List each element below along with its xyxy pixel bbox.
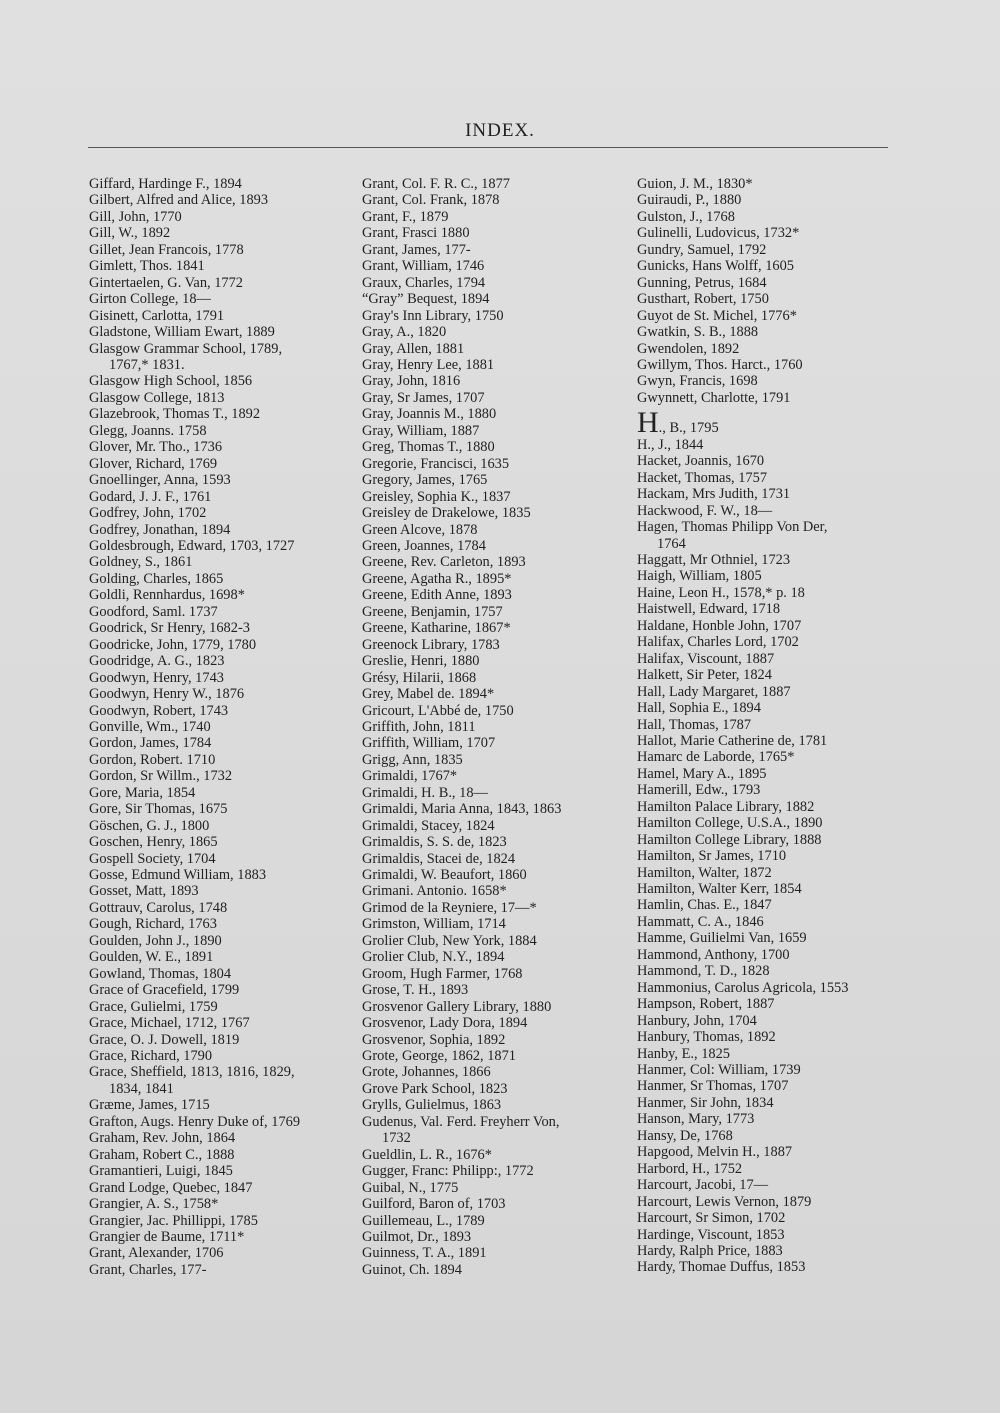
index-entry: Grimston, William, 1714 bbox=[362, 916, 506, 933]
index-entry: Hanbury, John, 1704 bbox=[637, 1012, 757, 1029]
index-entry: Gonville, Wm., 1740 bbox=[89, 718, 211, 735]
index-entry: Grimaldi, Maria Anna, 1843, 1863 bbox=[362, 801, 562, 818]
index-entry: Græme, James, 1715 bbox=[89, 1097, 210, 1114]
index-column-1 bbox=[89, 176, 364, 1278]
index-entry: Graux, Charles, 1794 bbox=[362, 274, 486, 291]
index-entry: Grimaldis, S. S. de, 1823 bbox=[362, 834, 507, 851]
index-entry: Grigg, Ann, 1835 bbox=[362, 751, 463, 768]
index-column-3 bbox=[637, 176, 917, 1276]
index-entry: Grimaldi, W. Beaufort, 1860 bbox=[362, 867, 527, 884]
index-entry: Grose, T. H., 1893 bbox=[362, 982, 469, 999]
index-entry-continuation: 1732 bbox=[382, 1130, 411, 1147]
index-entry: Gottrauv, Carolus, 1748 bbox=[89, 899, 228, 916]
index-entry: Grant, F., 1879 bbox=[362, 208, 449, 225]
index-entry: Glover, Mr. Tho., 1736 bbox=[89, 439, 223, 456]
index-entry: Gugger, Franc: Philipp:, 1772 bbox=[362, 1163, 534, 1180]
index-entry: Hammonius, Carolus Agricola, 1553 bbox=[637, 979, 849, 996]
index-entry: Gray, Joannis M., 1880 bbox=[362, 406, 497, 423]
index-entry: Glover, Richard, 1769 bbox=[89, 455, 218, 472]
index-entry: H., J., 1844 bbox=[637, 436, 704, 453]
index-entry: Hamilton, Walter, 1872 bbox=[637, 864, 772, 881]
index-entry: Grey, Mabel de. 1894* bbox=[362, 686, 495, 703]
index-entry: Goodrick, Sr Henry, 1682-3 bbox=[89, 620, 250, 637]
index-entry: Greene, Benjamin, 1757 bbox=[362, 603, 503, 620]
index-entry: Greene, Edith Anne, 1893 bbox=[362, 587, 512, 604]
index-entry: Goulden, John J., 1890 bbox=[89, 932, 222, 949]
index-entry: Grace, Sheffield, 1813, 1816, 1829, bbox=[89, 1064, 295, 1081]
index-entry: Gricourt, L'Abbé de, 1750 bbox=[362, 702, 514, 719]
index-entry: Gray, John, 1816 bbox=[362, 373, 461, 390]
index-entry: Girton College, 18— bbox=[89, 291, 211, 308]
index-entry: Grangier, A. S., 1758* bbox=[89, 1196, 219, 1213]
index-entry: Hanmer, Col: William, 1739 bbox=[637, 1062, 801, 1079]
index-entry: Gray, Sr James, 1707 bbox=[362, 389, 485, 406]
index-entry: Grove Park School, 1823 bbox=[362, 1080, 508, 1097]
index-entry: Harbord, H., 1752 bbox=[637, 1160, 743, 1177]
index-entry: Hamme, Guilielmi Van, 1659 bbox=[637, 930, 807, 947]
index-entry: Haine, Leon H., 1578,* p. 18 bbox=[637, 584, 805, 601]
index-entry: Greg, Thomas T., 1880 bbox=[362, 439, 495, 456]
index-entry: Grimani. Antonio. 1658* bbox=[362, 883, 507, 900]
index-entry: Goodridge, A. G., 1823 bbox=[89, 653, 225, 670]
index-entry: Golding, Charles, 1865 bbox=[89, 570, 224, 587]
index-entry: Goodford, Saml. 1737 bbox=[89, 603, 218, 620]
index-entry: Hanbury, Thomas, 1892 bbox=[637, 1029, 776, 1046]
index-entry: Glasgow Grammar School, 1789, bbox=[89, 340, 283, 357]
index-entry: Gray, A., 1820 bbox=[362, 324, 447, 341]
index-entry: Goldli, Rennhardus, 1698* bbox=[89, 587, 245, 604]
index-entry: Griffith, William, 1707 bbox=[362, 735, 496, 752]
index-entry: Grant, Frasci 1880 bbox=[362, 225, 470, 242]
index-entry: Guyot de St. Michel, 1776* bbox=[637, 307, 797, 324]
page-title: INDEX. bbox=[465, 120, 535, 141]
index-entry: Hardinge, Viscount, 1853 bbox=[637, 1226, 785, 1243]
index-entry: Glasgow College, 1813 bbox=[89, 389, 225, 406]
index-entry: Goodwyn, Robert, 1743 bbox=[89, 702, 229, 719]
index-entry: Greslie, Henri, 1880 bbox=[362, 653, 480, 670]
index-entry: Grace, Michael, 1712, 1767 bbox=[89, 1015, 250, 1032]
index-entry: Hardy, Thomae Duffus, 1853 bbox=[637, 1259, 806, 1276]
index-entry: Guion, J. M., 1830* bbox=[637, 176, 753, 192]
index-entry: Gowland, Thomas, 1804 bbox=[89, 965, 232, 982]
index-entry: Goodwyn, Henry W., 1876 bbox=[89, 686, 245, 703]
index-entry: Hanmer, Sr Thomas, 1707 bbox=[637, 1078, 789, 1095]
index-entry: Hamel, Mary A., 1895 bbox=[637, 765, 767, 782]
index-entry: Hamerill, Edw., 1793 bbox=[637, 782, 761, 799]
index-entry: Gray, Henry Lee, 1881 bbox=[362, 356, 495, 373]
index-entry: Gwillym, Thos. Harct., 1760 bbox=[637, 356, 803, 373]
index-entry: Green Alcove, 1878 bbox=[362, 521, 478, 538]
index-entry: Hammond, Anthony, 1700 bbox=[637, 946, 790, 963]
index-entry: Hagen, Thomas Philipp Von Der, bbox=[637, 519, 828, 536]
index-entry: Godfrey, Jonathan, 1894 bbox=[89, 521, 231, 538]
index-entry: Grolier Club, N.Y., 1894 bbox=[362, 949, 505, 966]
index-entry: Hamilton, Sr James, 1710 bbox=[637, 848, 787, 865]
index-entry: Haggatt, Mr Othniel, 1723 bbox=[637, 551, 791, 568]
index-entry: Grimaldi, H. B., 18— bbox=[362, 784, 488, 801]
index-entry: Hanby, E., 1825 bbox=[637, 1045, 730, 1062]
index-entry: Glasgow High School, 1856 bbox=[89, 373, 253, 390]
index-entry: Grimaldis, Stacei de, 1824 bbox=[362, 850, 516, 867]
index-entry: Hacket, Joannis, 1670 bbox=[637, 453, 765, 470]
index-entry: H., B., 1795 bbox=[637, 406, 719, 440]
index-entry: Grace, Richard, 1790 bbox=[89, 1048, 213, 1065]
index-entry: Guiraudi, P., 1880 bbox=[637, 192, 742, 209]
index-entry-continuation: 1767,* 1831. bbox=[109, 356, 185, 373]
index-entry: Goodricke, John, 1779, 1780 bbox=[89, 636, 257, 653]
index-entry: Hanson, Mary, 1773 bbox=[637, 1111, 755, 1128]
index-entry: Grace, Gulielmi, 1759 bbox=[89, 998, 218, 1015]
index-entry: Glazebrook, Thomas T., 1892 bbox=[89, 406, 261, 423]
index-entry: Grosvenor, Sophia, 1892 bbox=[362, 1031, 506, 1048]
index-entry: Goldesbrough, Edward, 1703, 1727 bbox=[89, 537, 295, 554]
index-entry: “Gray” Bequest, 1894 bbox=[362, 291, 490, 308]
index-entry: Gwyn, Francis, 1698 bbox=[637, 373, 758, 390]
index-entry: Gladstone, William Ewart, 1889 bbox=[89, 324, 275, 341]
index-entry: Gosset, Matt, 1893 bbox=[89, 883, 199, 900]
index-entry: Greene, Agatha R., 1895* bbox=[362, 570, 512, 587]
index-entry: Harcourt, Lewis Vernon, 1879 bbox=[637, 1193, 812, 1210]
index-entry: Greene, Katharine, 1867* bbox=[362, 620, 511, 637]
index-entry: Haigh, William, 1805 bbox=[637, 568, 762, 585]
index-entry-continuation: 1834, 1841 bbox=[109, 1080, 174, 1097]
index-entry: Gudenus, Val. Ferd. Freyherr Von, bbox=[362, 1113, 560, 1130]
index-entry: Greene, Rev. Carleton, 1893 bbox=[362, 554, 526, 571]
header-rule bbox=[88, 147, 888, 148]
index-entry: Hall, Sophia E., 1894 bbox=[637, 700, 761, 717]
index-entry: Hanmer, Sir John, 1834 bbox=[637, 1094, 774, 1111]
index-entry: Gusthart, Robert, 1750 bbox=[637, 291, 769, 308]
index-entry: Glegg, Joanns. 1758 bbox=[89, 422, 207, 439]
index-entry: Gundry, Samuel, 1792 bbox=[637, 241, 767, 258]
index-entry: Godard, J. J. F., 1761 bbox=[89, 488, 212, 505]
index-column-2 bbox=[362, 176, 637, 1278]
index-entry: Grylls, Gulielmus, 1863 bbox=[362, 1097, 502, 1114]
index-entry: Gore, Sir Thomas, 1675 bbox=[89, 801, 228, 818]
index-entry: Guilmot, Dr., 1893 bbox=[362, 1229, 472, 1245]
index-entry: Hammond, T. D., 1828 bbox=[637, 963, 770, 980]
index-entry: Haistwell, Edward, 1718 bbox=[637, 601, 781, 618]
index-entry: Grant, Alexander, 1706 bbox=[89, 1245, 224, 1262]
section-letter-h: H bbox=[637, 406, 659, 440]
index-entry: Halifax, Viscount, 1887 bbox=[637, 650, 775, 667]
index-entry: Grote, Johannes, 1866 bbox=[362, 1064, 491, 1081]
index-entry: Hardy, Ralph Price, 1883 bbox=[637, 1243, 783, 1259]
index-entry: Hamilton Palace Library, 1882 bbox=[637, 798, 815, 815]
index-entry: Gimlett, Thos. 1841 bbox=[89, 258, 205, 275]
index-entry: Grangier de Baume, 1711* bbox=[89, 1229, 245, 1245]
index-entry: Harcourt, Sr Simon, 1702 bbox=[637, 1210, 786, 1227]
index-entry: Hamarc de Laborde, 1765* bbox=[637, 749, 795, 766]
index-entry: Gough, Richard, 1763 bbox=[89, 916, 217, 933]
index-entry: Halkett, Sir Peter, 1824 bbox=[637, 667, 772, 684]
index-entry: Godfrey, John, 1702 bbox=[89, 505, 207, 522]
index-entry: Grimaldi, Stacey, 1824 bbox=[362, 817, 495, 834]
index-entry: Greisley de Drakelowe, 1835 bbox=[362, 505, 531, 522]
index-entry: Gill, W., 1892 bbox=[89, 225, 171, 242]
index-entry: Gray, Allen, 1881 bbox=[362, 340, 465, 357]
index-entry: Hackwood, F. W., 18— bbox=[637, 502, 773, 519]
index-entry: Haldane, Honble John, 1707 bbox=[637, 617, 802, 634]
index-entry: Gramantieri, Luigi, 1845 bbox=[89, 1163, 233, 1180]
index-entry: Hansy, De, 1768 bbox=[637, 1127, 733, 1144]
index-entry: Gordon, James, 1784 bbox=[89, 735, 212, 752]
index-entry: Grace, O. J. Dowell, 1819 bbox=[89, 1031, 240, 1048]
index-entry: Gill, John, 1770 bbox=[89, 208, 182, 225]
index-entry: Göschen, G. J., 1800 bbox=[89, 817, 210, 834]
index-entry: Griffith, John, 1811 bbox=[362, 718, 476, 735]
index-entry: Guinot, Ch. 1894 bbox=[362, 1261, 462, 1278]
index-entry: Gulston, J., 1768 bbox=[637, 208, 735, 225]
index-entry: Grosvenor Gallery Library, 1880 bbox=[362, 998, 552, 1015]
index-entry: Grant, Col. Frank, 1878 bbox=[362, 192, 500, 209]
index-entry-continuation: 1764 bbox=[657, 535, 686, 552]
index-entry: Gore, Maria, 1854 bbox=[89, 784, 196, 801]
index-entry: Hamilton College, U.S.A., 1890 bbox=[637, 815, 823, 832]
index-entry: Grant, Col. F. R. C., 1877 bbox=[362, 176, 510, 192]
index-entry: Goulden, W. E., 1891 bbox=[89, 949, 214, 966]
index-entry: Goldney, S., 1861 bbox=[89, 554, 193, 571]
index-entry: Grote, George, 1862, 1871 bbox=[362, 1048, 517, 1065]
index-entry: Grant, Charles, 177- bbox=[89, 1261, 207, 1278]
index-entry: Grant, William, 1746 bbox=[362, 258, 485, 275]
index-entry: Guinness, T. A., 1891 bbox=[362, 1245, 487, 1262]
section-h bbox=[637, 406, 917, 1276]
index-entry: Gordon, Sr Willm., 1732 bbox=[89, 768, 233, 785]
index-entry: Grosvenor, Lady Dora, 1894 bbox=[362, 1015, 528, 1032]
index-entry: Giffard, Hardinge F., 1894 bbox=[89, 176, 242, 192]
index-entry: Gregorie, Francisci, 1635 bbox=[362, 455, 510, 472]
index-entry: Gunning, Petrus, 1684 bbox=[637, 274, 767, 291]
index-entry: Gilbert, Alfred and Alice, 1893 bbox=[89, 192, 269, 209]
index-entry: Hamilton College Library, 1888 bbox=[637, 831, 822, 848]
index-entry: Gnoellinger, Anna, 1593 bbox=[89, 472, 231, 489]
index-entry: Harcourt, Jacobi, 17— bbox=[637, 1177, 769, 1194]
index-entry: Guibal, N., 1775 bbox=[362, 1179, 459, 1196]
index-entry: Grolier Club, New York, 1884 bbox=[362, 932, 537, 949]
index-entry: Greisley, Sophia K., 1837 bbox=[362, 488, 511, 505]
index-entry: Grésy, Hilarii, 1868 bbox=[362, 669, 477, 686]
index-entry: Grangier, Jac. Phillippi, 1785 bbox=[89, 1212, 258, 1229]
index-entry: Hallot, Marie Catherine de, 1781 bbox=[637, 732, 828, 749]
index-entry: Gordon, Robert. 1710 bbox=[89, 751, 216, 768]
index-entry: Hampson, Robert, 1887 bbox=[637, 996, 775, 1013]
index-entry: Grant, James, 177- bbox=[362, 241, 471, 258]
index-entry: Grimod de la Reyniere, 17—* bbox=[362, 899, 537, 916]
index-entry: Hacket, Thomas, 1757 bbox=[637, 469, 768, 486]
index-entry: Gillet, Jean Francois, 1778 bbox=[89, 241, 244, 258]
index-entry: Gwatkin, S. B., 1888 bbox=[637, 324, 759, 341]
index-entry: Gunicks, Hans Wolff, 1605 bbox=[637, 258, 794, 275]
index-entry: Grand Lodge, Quebec, 1847 bbox=[89, 1179, 253, 1196]
index-entry: Gueldlin, L. R., 1676* bbox=[362, 1146, 492, 1163]
index-entry: Hamlin, Chas. E., 1847 bbox=[637, 897, 772, 914]
index-entry: Goodwyn, Henry, 1743 bbox=[89, 669, 224, 686]
index-entry: Gwynnett, Charlotte, 1791 bbox=[637, 389, 791, 406]
index-entry: Gosse, Edmund William, 1883 bbox=[89, 867, 267, 884]
index-entry: Gwendolen, 1892 bbox=[637, 340, 740, 357]
index-entry: Groom, Hugh Farmer, 1768 bbox=[362, 965, 523, 982]
index-entry: Hall, Lady Margaret, 1887 bbox=[637, 683, 791, 700]
index-entry: Hamilton, Walter Kerr, 1854 bbox=[637, 881, 802, 898]
index-entry: Gregory, James, 1765 bbox=[362, 472, 488, 489]
index-entry: Hapgood, Melvin H., 1887 bbox=[637, 1144, 793, 1161]
index-column-3-g-section bbox=[637, 176, 917, 406]
index-entry: Gray, William, 1887 bbox=[362, 422, 480, 439]
index-entry: Goschen, Henry, 1865 bbox=[89, 834, 218, 851]
index-entry: Grimaldi, 1767* bbox=[362, 768, 458, 785]
index-entry: Grafton, Augs. Henry Duke of, 1769 bbox=[89, 1113, 301, 1130]
index-entry: Gray's Inn Library, 1750 bbox=[362, 307, 504, 324]
index-entry: Guilford, Baron of, 1703 bbox=[362, 1196, 506, 1213]
index-entry: Green, Joannes, 1784 bbox=[362, 537, 486, 554]
index-entry: Gulinelli, Ludovicus, 1732* bbox=[637, 225, 800, 242]
index-entry: Gisinett, Carlotta, 1791 bbox=[89, 307, 225, 324]
index-entry: Gospell Society, 1704 bbox=[89, 850, 216, 867]
index-entry: Hackam, Mrs Judith, 1731 bbox=[637, 486, 791, 503]
index-entry: Graham, Robert C., 1888 bbox=[89, 1146, 235, 1163]
index-entry: Graham, Rev. John, 1864 bbox=[89, 1130, 236, 1147]
index-entry: Hammatt, C. A., 1846 bbox=[637, 913, 764, 930]
index-entry: Greenock Library, 1783 bbox=[362, 636, 500, 653]
index-entry: Halifax, Charles Lord, 1702 bbox=[637, 634, 799, 651]
index-entry: Grace of Gracefield, 1799 bbox=[89, 982, 240, 999]
index-entry: Guillemeau, L., 1789 bbox=[362, 1212, 485, 1229]
index-entry: Gintertaelen, G. Van, 1772 bbox=[89, 274, 243, 291]
index-entry: Hall, Thomas, 1787 bbox=[637, 716, 752, 733]
